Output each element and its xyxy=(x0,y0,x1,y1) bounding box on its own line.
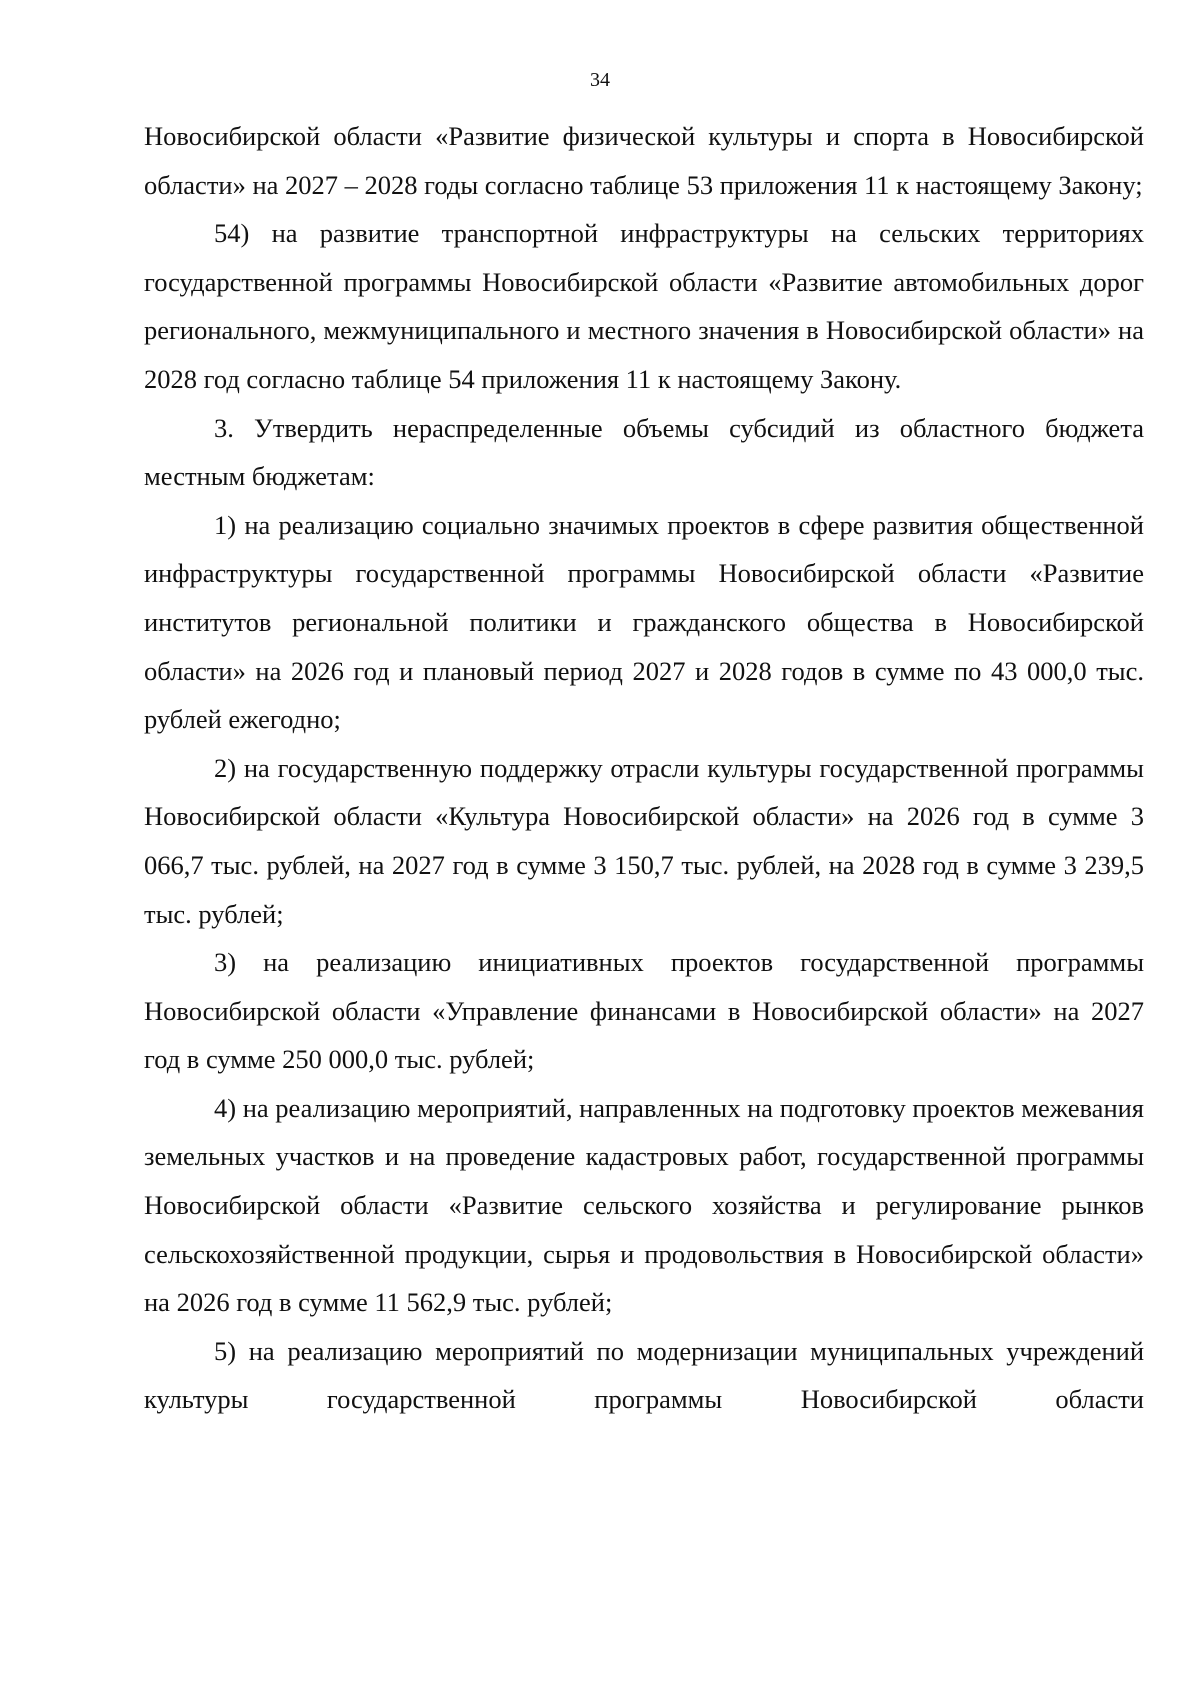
paragraph-item-1: 1) на реализацию социально значимых проектов в сфере развития общественной инфраструктуры государственной программы Новосибирской области «Развитие институтов региональной политики и гражданского общества в Новосибирской области» на 2026 год и плановый период 2027 и 2028 годов в сумме по 43 000,0 тыс. рублей ежегодно; xyxy=(144,509,1144,735)
paragraph-item-2: 2) на государственную поддержку отрасли культуры государственной программы Новосибирской области «Культура Новосибирской области» на 2026 год в сумме 3 066,7 тыс. рублей, на 2027 год в сумме 3 150,7 тыс. рублей, на 2028 год в сумме 3 239,5 тыс. рублей; xyxy=(144,752,1144,929)
paragraph-item-54: 54) на развитие транспортной инфраструктуры на сельских территориях государственной программы Новосибирской области «Развитие автомобильных дорог регионального, межмуниципального и местного значения в Новосибирской области» на 2028 год согласно таблице 54 приложения 11 к настоящему Закону. xyxy=(144,218,1144,394)
paragraph-item-3: 3) на реализацию инициативных проектов государственной программы Новосибирской области «Управление финансами в Новосибирской области» на 2027 год в сумме 250 000,0 тыс. рублей; xyxy=(144,947,1144,1075)
paragraph-item-5: 5) на реализацию мероприятий по модернизации муниципальных учреждений культуры государственной программы Новосибирской области xyxy=(144,1335,1144,1415)
paragraph-section-3: 3. Утвердить нераспределенные объемы субсидий из областного бюджета местным бюджетам: xyxy=(144,412,1144,492)
paragraph-item-4: 4) на реализацию мероприятий, направленных на подготовку проектов межевания земельных участков и на проведение кадастровых работ, государственной программы Новосибирской области «Развитие сельского хозяйства и регулирование рынков сельскохозяйственной продукции, сырья и продовольствия в Новосибирской области» на 2026 год в сумме 11 562,9 тыс. рублей; xyxy=(144,1092,1144,1318)
paragraph-continuation: Новосибирской области «Развитие физической культуры и спорта в Новосибирской области» на 2027 – 2028 годы согласно таблице 53 приложения 11 к настоящему Закону; xyxy=(144,121,1144,200)
page-number: 34 xyxy=(590,69,610,91)
document-body xyxy=(144,112,1144,1424)
